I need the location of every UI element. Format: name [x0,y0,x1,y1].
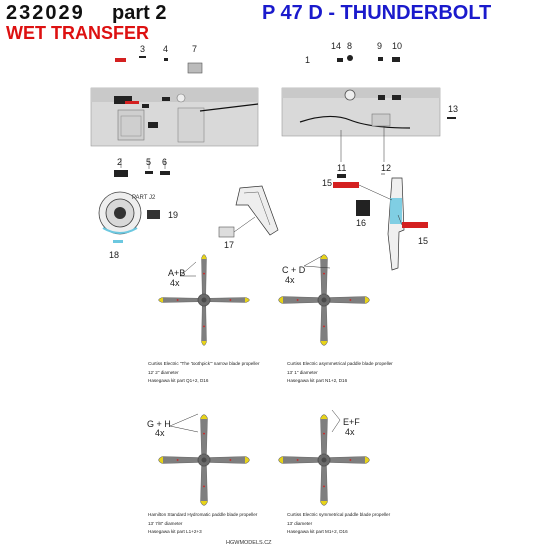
callout-12: 12 [381,163,392,173]
prop2-blade-1 [321,255,328,295]
prop2-blade-tip-3 [321,341,328,345]
decal-small-black [142,104,149,108]
callout-14: 14 [331,41,342,51]
decal-7 [188,63,202,73]
prop2-desc-line1: Curtiss Electric asymmetrical paddle blade propeller [287,361,393,366]
prop3-blade-3 [201,466,208,506]
prop4-description [287,512,390,535]
decal-11 [337,174,346,178]
prop2-blade-4 [279,297,319,304]
decal-2 [114,170,128,177]
prop2-count: 4x [285,275,295,285]
prop1-blade-3 [202,306,207,346]
prop1-hub-center [202,298,207,303]
left-panel-instrument [178,108,204,142]
decal-15-top [333,182,359,188]
prop3-blade-tip-3 [201,501,208,505]
prop1-blade-tip-3 [202,341,207,345]
prop2-blade-3 [321,306,328,346]
callout-7: 7 [192,44,198,54]
prop4-hub-center [322,458,327,463]
prop4-blade-3 [321,466,328,506]
prop2-blade-tip-1 [321,255,328,259]
left-panel-box [118,110,144,140]
prop2-description [287,361,393,384]
callout-16-strut: 16 [356,218,367,228]
decal-red-top-left [115,58,126,62]
prop2-blade-mark-3 [323,326,325,328]
dial-j2-center [114,207,126,219]
wet-transfer-subtitle: WET TRANSFER [6,23,149,43]
seat-bracket [236,186,278,235]
prop2-blade-mark-2 [350,299,352,301]
prop4-blade-mark-3 [323,486,325,488]
footer-website: HGWMODELS.CZ [226,540,272,546]
prop3-desc-line1: Hamilton Standard Hydromatic paddle blade propeller [148,512,258,517]
prop3-label: G + H [147,419,171,429]
prop1-blade-mark-3 [203,326,205,328]
callout-4: 4 [163,44,169,54]
leader-prop3-a [170,414,198,426]
prop2-hub-center [322,298,327,303]
prop3-blade-tip-1 [201,415,208,419]
decal-red-stripe [125,101,139,104]
decal-4 [164,58,168,61]
leader-15-top [359,185,392,200]
prop1-count: 4x [170,278,180,288]
callout-5: 5 [146,157,152,167]
prop2-blade-tip-4 [279,297,283,304]
prop2-desc-line2: 13' 1" diameter [287,369,318,375]
part-j2-label: PART J2 [132,195,156,201]
decal-block-4-spot [162,97,170,101]
prop4-desc-line1: Curtiss Electric symmetrical paddle blade propeller [287,512,391,517]
callout-2: 2 [117,157,123,167]
right-panel-decal-10 [392,95,401,100]
propeller-4 [279,415,370,506]
decal-19 [147,210,160,219]
prop3-blade-tip-2 [245,457,249,464]
prop4-blade-mark-2 [350,459,352,461]
decal-5 [145,171,153,174]
prop4-blade-tip-4 [279,457,283,464]
prop1-blade-1 [202,255,207,295]
prop4-label: E+F [343,417,360,427]
prop4-count: 4x [345,427,355,437]
leader-prop2-a [304,256,322,266]
prop3-blade-2 [210,457,250,464]
decal-6 [160,171,170,175]
prop3-description [148,512,257,535]
left-panel-dial [177,94,185,102]
prop1-blade-mark-1 [203,273,205,275]
model-title: P 47 D - THUNDERBOLT [262,2,492,24]
callout-8: 8 [347,41,353,51]
prop2-blade-mark-4 [297,299,299,301]
callout-18: 18 [109,250,120,260]
callout-13: 13 [448,104,459,114]
prop4-blade-1 [321,415,328,455]
decal-10 [392,57,400,62]
decal-13 [447,117,456,119]
prop2-desc-line3: Hasegawa kit part N1+2, D16 [287,378,348,384]
decal-9 [378,57,383,61]
decal-17 [219,227,234,237]
prop1-desc-line2: 12' 2" diameter [148,369,179,375]
right-panel-strip [282,88,440,98]
decal-18 [113,240,123,243]
prop3-hub-center [202,458,207,463]
decal-cluster-mid [148,122,158,128]
callout-6: 6 [162,157,168,167]
product-number: 232029 [6,2,85,24]
decal-16 [356,200,370,216]
prop2-blade-tip-2 [365,297,369,304]
prop1-blade-tip-1 [202,255,207,259]
prop4-blade-mark-4 [297,459,299,461]
right-panel-dial [345,90,355,100]
prop3-blade-mark-2 [230,459,232,461]
prop3-blade-mark-1 [203,433,205,435]
callout-10: 10 [392,41,403,51]
decal-8 [347,55,353,61]
prop1-desc-line1: Curtiss Electric "The 'toothpick'" narrow blade propeller [148,361,260,366]
callout-15-top: 15 [322,178,333,188]
prop3-blade-mark-4 [177,459,179,461]
prop3-count: 4x [155,428,165,438]
prop1-label: A+B [168,268,186,278]
prop4-blade-tip-2 [365,457,369,464]
propeller-3 [159,415,250,506]
right-panel-box [372,114,390,126]
decal-3 [139,56,146,58]
leader-prop4-a [332,410,340,420]
decal-14 [337,58,343,62]
leader-prop3-b [170,426,198,432]
callout-17: 17 [224,240,235,250]
prop4-desc-line3: Hasegawa kit part M1+2, D16 [287,529,348,535]
prop4-blade-tip-1 [321,415,328,419]
prop3-blade-tip-4 [159,457,163,464]
prop4-desc-line2: 13' diameter [287,520,313,526]
prop2-blade-2 [330,297,370,304]
callout-15-lower: 15 [418,236,429,246]
decal-15-lower [402,222,428,228]
part-label: part 2 [112,2,167,24]
callout-1: 1 [305,55,311,65]
prop2-blade-mark-1 [323,273,325,275]
prop1-blade-2 [210,298,250,303]
decal-12 [381,173,385,175]
prop1-description [148,361,259,384]
prop4-blade-4 [279,457,319,464]
prop3-blade-mark-3 [203,486,205,488]
callout-11: 11 [337,163,347,173]
prop3-desc-line2: 13' 7/8" diameter [148,520,183,526]
right-panel-decal-9 [378,95,385,100]
prop1-desc-line3: Hasegawa kit part Q1+2, D16 [148,378,209,384]
prop2-label: C + D [282,265,306,275]
callout-9: 9 [377,41,383,51]
prop1-blade-mark-2 [230,299,232,301]
leader-prop4-b [332,420,340,432]
prop4-blade-mark-1 [323,433,325,435]
prop4-blade-tip-3 [321,501,328,505]
prop1-blade-tip-2 [245,298,249,303]
callout-3: 3 [140,44,146,54]
prop3-blade-4 [159,457,199,464]
prop1-blade-mark-4 [177,299,179,301]
leader-17 [234,217,255,232]
prop4-blade-2 [330,457,370,464]
prop1-blade-tip-4 [159,298,163,303]
prop3-blade-1 [201,415,208,455]
prop3-desc-line3: Hasegawa kit part L1+2+3 [148,529,202,535]
prop1-blade-4 [159,298,199,303]
callout-19: 19 [168,210,179,220]
